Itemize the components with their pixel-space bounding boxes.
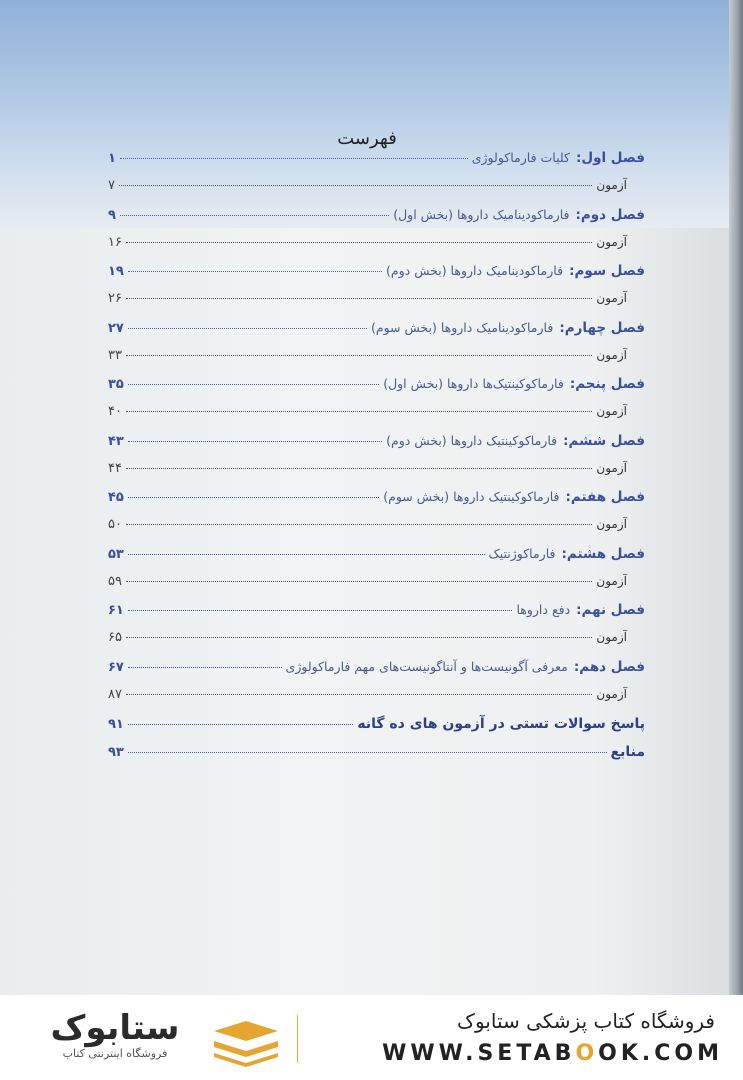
toc-chapter-3: [108, 263, 645, 285]
leader-dots: [120, 158, 468, 159]
chapter-label: فصل اول:: [575, 150, 645, 166]
exam-page: ۲۶: [108, 291, 122, 306]
exam-label: آزمون: [596, 235, 627, 249]
chapter-page: ۹: [108, 208, 116, 223]
leader-dots: [120, 215, 389, 216]
toc-chapter-7: [108, 489, 645, 511]
store-name: فروشگاه کتاب پزشکی ستابوک: [457, 1009, 715, 1033]
leader-dots: [126, 298, 592, 299]
exam-page: ۴۴: [108, 461, 122, 476]
toc-chapter-5: [108, 376, 645, 398]
sources-page: ۹۳: [108, 745, 124, 760]
site-text-end: OK.COM: [598, 1041, 723, 1066]
book-logo-icon: [210, 1017, 282, 1067]
toc-chapter-8: [108, 546, 645, 568]
toc-chapter-9: [108, 602, 645, 624]
chapter-page: ۶۷: [108, 660, 124, 675]
chapter-label: فصل چهارم:: [559, 320, 645, 336]
logo-wordmark: ستابوک: [50, 1008, 180, 1048]
leader-dots: [126, 581, 592, 582]
toc-exam-1: [108, 178, 645, 200]
toc-exam-3: [108, 291, 645, 313]
leader-dots: [126, 411, 592, 412]
store-logo[interactable]: [40, 1009, 190, 1060]
leader-dots: [128, 328, 367, 329]
exam-page: ۱۶: [108, 235, 122, 250]
leader-dots: [126, 468, 592, 469]
chapter-title: فارماکوژنتیک: [488, 546, 556, 561]
exam-label: آزمون: [596, 348, 627, 362]
toc-chapter-2: [108, 207, 645, 229]
logo-tagline: فروشگاه اینترنتی کتاب: [62, 1047, 168, 1060]
leader-dots: [126, 355, 592, 356]
chapter-title: دفع داروها: [516, 602, 571, 617]
exam-label: آزمون: [596, 687, 627, 701]
chapter-label: فصل ششم:: [563, 433, 645, 449]
toc-exam-8: [108, 574, 645, 596]
exam-page: ۵۰: [108, 517, 122, 532]
chapter-page: ۳۵: [108, 377, 124, 392]
exam-page: ۶۵: [108, 630, 122, 645]
leader-dots: [128, 554, 485, 555]
exam-label: آزمون: [596, 178, 627, 192]
chapter-label: فصل سوم:: [569, 263, 645, 279]
chapter-label: فصل دوم:: [575, 207, 645, 223]
toc-exam-10: [108, 687, 645, 709]
exam-label: آزمون: [596, 404, 627, 418]
toc-exam-6: [108, 461, 645, 483]
leader-dots: [128, 610, 513, 611]
exam-page: ۸۷: [108, 687, 122, 702]
store-website-link[interactable]: [382, 1041, 723, 1066]
leader-dots: [128, 752, 607, 753]
leader-dots: [128, 724, 354, 725]
toc-exam-4: [108, 348, 645, 370]
answers-label: پاسخ سوالات تستی در آزمون های ده گانه: [357, 716, 645, 732]
toc-exam-7: [108, 517, 645, 539]
chapter-label: فصل نهم:: [576, 602, 645, 618]
footer-divider: [297, 1015, 298, 1063]
chapter-title: فارماکوکینتیک‌ها داروها (بخش اول): [383, 376, 564, 391]
exam-label: آزمون: [596, 517, 627, 531]
chapter-page: ۲۷: [108, 321, 124, 336]
toc-exam-5: [108, 404, 645, 426]
chapter-title: فارماکوکینتیک داروها (بخش دوم): [386, 433, 558, 448]
chapter-title: فارماکودینامیک داروها (بخش سوم): [370, 320, 554, 335]
answers-page: ۹۱: [108, 717, 124, 732]
exam-label: آزمون: [596, 574, 627, 588]
exam-label: آزمون: [596, 291, 627, 305]
chapter-page: ۴۵: [108, 490, 124, 505]
exam-page: ۷: [108, 178, 115, 193]
toc-sources: [108, 744, 645, 766]
leader-dots: [128, 441, 382, 442]
store-footer: [0, 995, 743, 1080]
leader-dots: [128, 271, 382, 272]
exam-page: ۳۳: [108, 348, 122, 363]
leader-dots: [126, 242, 592, 243]
exam-page: ۴۰: [108, 404, 122, 419]
chapter-label: فصل هفتم:: [565, 489, 645, 505]
leader-dots: [128, 667, 282, 668]
chapter-label: فصل دهم:: [573, 659, 645, 675]
chapter-title: فارماکوکینتیک داروها (بخش سوم): [383, 489, 560, 504]
leader-dots: [128, 384, 379, 385]
leader-dots: [119, 185, 592, 186]
sources-label: منابع: [610, 744, 645, 760]
toc-title: فهرست: [337, 128, 397, 149]
site-accent-letter: O: [575, 1041, 599, 1066]
book-spine-edge: [729, 0, 743, 995]
leader-dots: [128, 497, 379, 498]
toc-chapter-6: [108, 433, 645, 455]
toc-chapter-4: [108, 320, 645, 342]
toc-exam-2: [108, 235, 645, 257]
exam-page: ۵۹: [108, 574, 122, 589]
leader-dots: [126, 694, 592, 695]
chapter-page: ۴۳: [108, 434, 124, 449]
exam-label: آزمون: [596, 461, 627, 475]
toc-exam-9: [108, 630, 645, 652]
toc-answers: [108, 716, 645, 738]
toc-chapter-1: [108, 150, 645, 172]
chapter-title: فارماکودینامیک داروها (بخش اول): [393, 207, 570, 222]
chapter-label: فصل هشتم:: [561, 546, 645, 562]
chapter-label: فصل پنجم:: [569, 376, 645, 392]
chapter-title: معرفی آگونیست‌ها و آنتاگونیست‌های مهم فارماکولوژی: [285, 659, 568, 674]
leader-dots: [126, 637, 592, 638]
site-text-start: WWW.SETAB: [382, 1041, 576, 1066]
toc-chapter-10: [108, 659, 645, 681]
chapter-page: ۱: [108, 151, 116, 166]
chapter-page: ۶۱: [108, 603, 124, 618]
chapter-page: ۵۳: [108, 547, 124, 562]
leader-dots: [126, 524, 592, 525]
chapter-title: فارماکودینامیک داروها (بخش دوم): [386, 263, 564, 278]
chapter-title: کلیات فارماکولوژی: [471, 150, 570, 165]
chapter-page: ۱۹: [108, 264, 124, 279]
exam-label: آزمون: [596, 630, 627, 644]
